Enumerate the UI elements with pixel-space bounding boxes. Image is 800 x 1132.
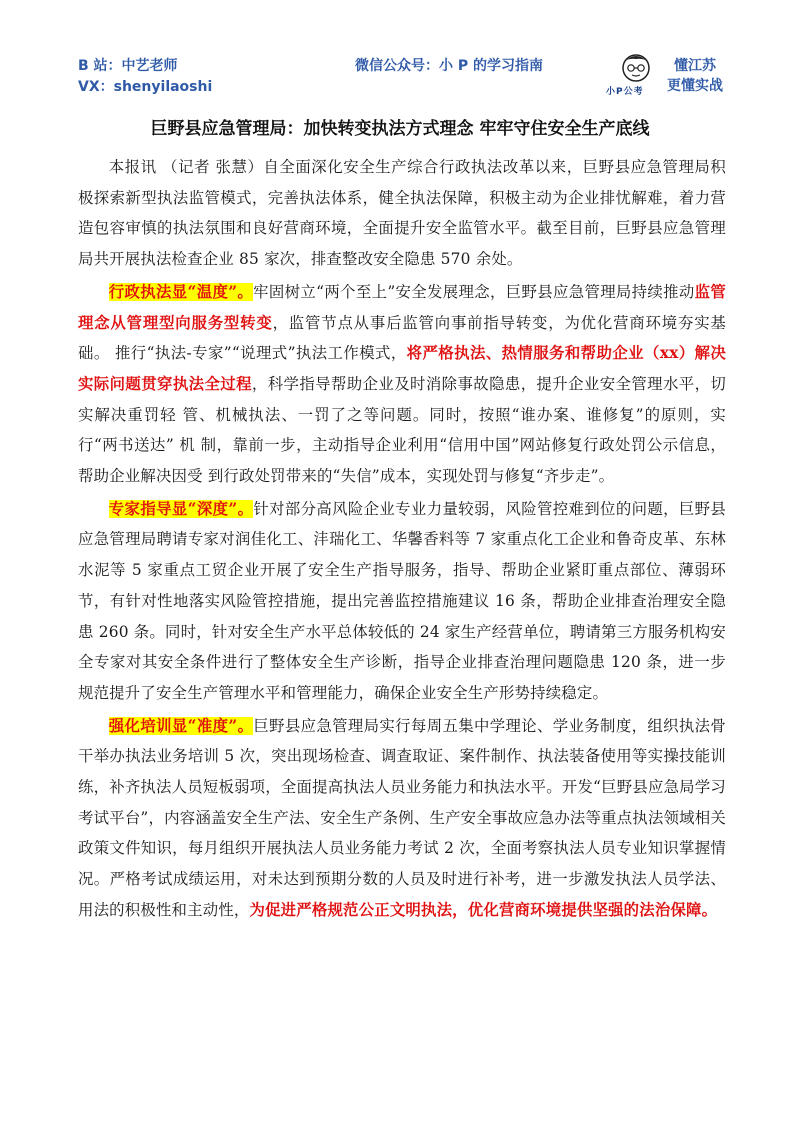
page-title: 巨野县应急管理局：加快转变执法方式理念 牢牢守住安全生产底线 [150,119,650,139]
bilibili-label: B 站：中艺老师 [78,58,178,74]
author-info [78,56,212,98]
section-heading-enforcement: 行政执法显“温度”。 [108,282,254,301]
logo-text: 小P公考 [606,87,644,97]
page-header [0,56,800,106]
text-segment: 牢固树立“两个至上”安全发展理念，巨野县应急管理局持续推动 [253,282,695,301]
slogan-line-1: 懂江苏 [674,58,716,74]
wechat-label: 微信公众号：小 P 的学习指南 [355,58,544,74]
slogan [667,56,723,96]
paragraph-enforcement [78,277,726,492]
vx-label: VX：shenyilaoshi [78,79,213,95]
text-segment: 针对部分高风险企业专业力量较弱，风险管控难到位的问题，巨野县 应急管理局聘请专家对润佳化工、沣瑞化工、华馨香料等 7 家重点化工企业和鲁奇皮革、东林水泥等 5 家重点工贸企业开展了安全生产指导服务，指导、帮助企业紧盯重点部位、薄弱环节，有针对性地落实风险管控措施，提出完善监控措施建议 16 条，帮助企业排查治理安全隐患 260 条。同时，针对安全生产水平总体较低的 24 家生产经营单位，聘请第三方服务机构安全专家对其安全条件进行了整体安全生产诊断，指导企业排查治理问题隐患 120 条，进一步规范提升了安全生产管理水平和管理能力，确保企业安全生产形势持续稳定。 [78,499,726,702]
emphasis-segment: 将严格执法、热情服务和帮助企业（xx）解决实际问题贯穿执法全过程 [78,344,726,393]
text-segment: 巨野县应急管理局实行每周五集中学理论、学业务制度，组织执法骨干举办执法业务培训 5 次，突出现场检查、调查取证、案件制作、执法装备使用等实操技能训练，补齐执法人员短板弱项，全面提高执法人员业务能力和执法水平。开发“巨野县应急局学习考试平台”，内容涵盖安全生产法、安全生产条例、生产安全事故应急办法等重点执法领域相关政策文件知识，每月组织开展执法人员业务能力考试 2 次，全面考察执法人员专业知识掌握情况。严格考试成绩运用，对未达到预期分数的人员及时进行补考，进一步激发执法人员学法、用法的积极性和主动性， [78,716,726,919]
paragraph-training [78,711,726,926]
emphasis-segment: 监管理念从管理型向服务型转变 [78,282,726,332]
text-segment: ，监管节点从事后监管向事前指导转变，为优化营商环境夯实基础。 推行“执法-专家”“说理式”执法工作模式， [78,313,726,363]
paragraph-intro: 本报讯 （记者 张慧）自全面深化安全生产综合行政执法改革以来，巨野县应急管理局积极探索新型执法监管模式，完善执法体系，健全执法保障，积极主动为企业排忧解难，着力营造包容审慎的执法氛围和良好营商环境，全面提升安全监管水平。截至目前，巨野县应急管理局共开展执法检查企业 85 家次，排查整改安全隐患 570 余处。 [78,158,726,269]
section-heading-training: 强化培训显“准度”。 [108,716,254,735]
slogan-line-2: 更懂实战 [667,78,723,94]
article-body [78,152,726,928]
emphasis-segment: 为促进严格规范公正文明执法，优化营商环境提供坚强的法治保障。 [249,900,718,919]
section-heading-expert: 专家指导显“深度”。 [108,499,254,518]
text-segment: ，科学指导帮助企业及时消除事故隐患，提升企业安全管理水平，切实解决重罚轻 管、机械执法、一罚了之等问题。同时，按照“谁办案、谁修复”的原则，实行“两书送达” 机 制，靠前一步，主动指导企业利用“信用中国”网站修复行政处罚公示信息，帮助企业解决因受 到行政处罚带来的“失信”成本，实现处罚与修复“齐步走”。 [78,374,726,486]
paragraph-expert [78,494,726,709]
